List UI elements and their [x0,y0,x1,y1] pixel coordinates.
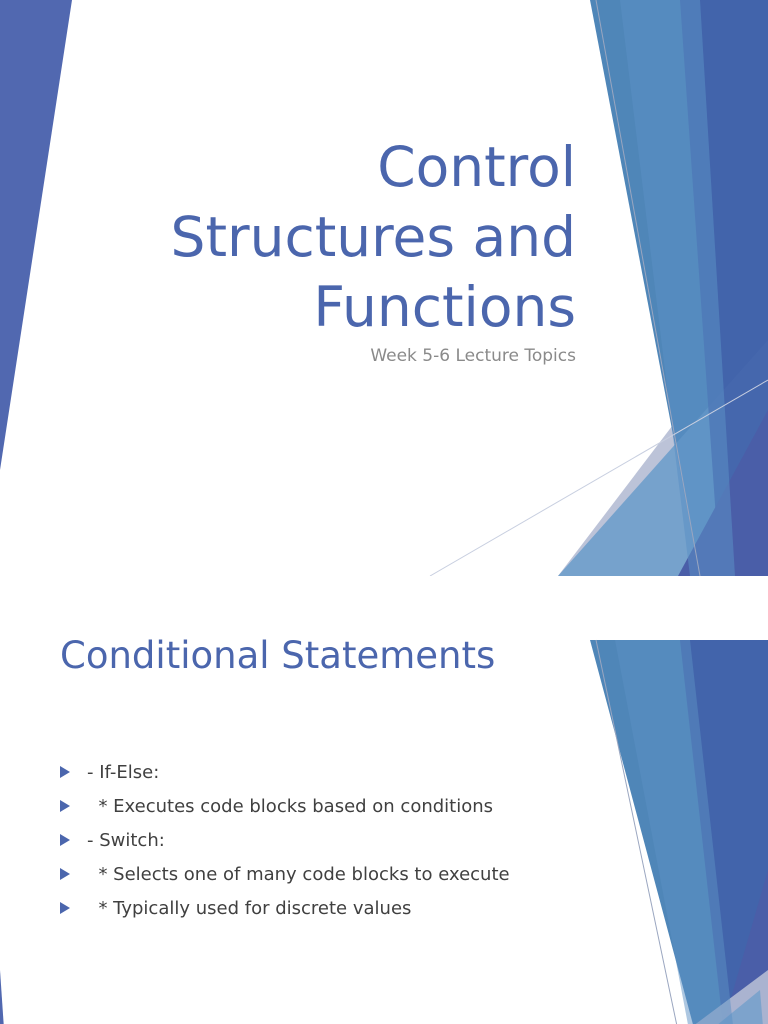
list-item [60,760,160,794]
list-item-text: * Selects one of many code blocks to execute [87,864,510,885]
triangle-bullet-icon [60,834,70,846]
list-item [60,794,494,828]
list-item-text: - If-Else: [87,762,160,783]
list-item [60,828,165,862]
left-edge-shape [0,970,8,1024]
slide-title-line-3: Functions [313,275,576,339]
content-slide [0,576,768,1024]
slide-title-line-1: Control [377,135,576,199]
slide-subtitle: Week 5-6 Lecture Topics [370,346,576,366]
triangle-bullet-icon [60,902,70,914]
bullet-list [60,760,510,930]
triangle-bullet-icon [60,766,70,778]
list-item [60,896,412,930]
slide-title [56,132,576,342]
triangle-bullet-icon [60,868,70,880]
list-item-text: * Executes code blocks based on conditions [87,796,494,817]
list-item-text: * Typically used for discrete values [87,898,412,919]
slide-title-line-2: Structures and [170,205,576,269]
list-item [60,862,510,896]
section-heading: Conditional Statements [60,634,496,677]
list-item-text: - Switch: [87,830,165,851]
triangle-bullet-icon [60,800,70,812]
